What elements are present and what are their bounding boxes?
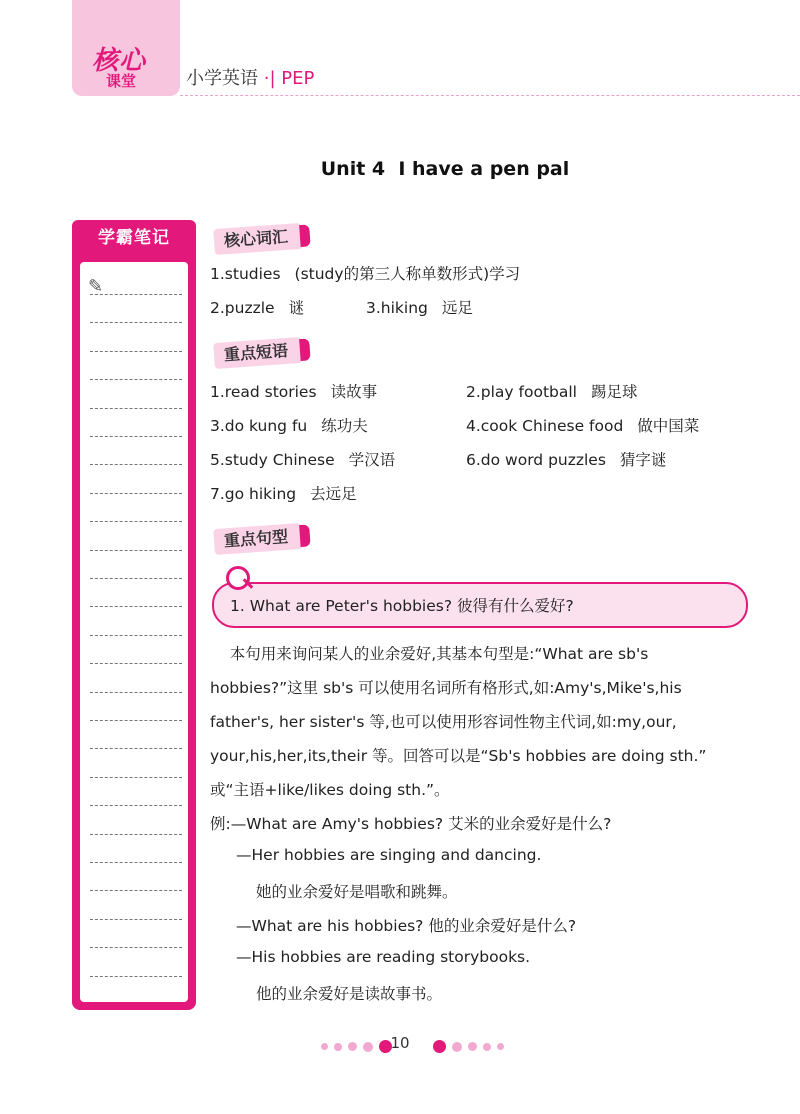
example-line: —Her hobbies are singing and dancing. xyxy=(236,846,542,864)
footer-dot xyxy=(483,1043,491,1051)
note-line xyxy=(90,976,182,977)
key-sentence: 1. What are Peter's hobbies? 彼得有什么爱好? xyxy=(230,597,574,615)
logo-top-text: 核心 xyxy=(92,46,147,76)
phrase-cn: 练功夫 xyxy=(321,417,368,435)
example-line: —What are his hobbies? 他的业余爱好是什么? xyxy=(236,917,577,935)
footer-dots-right xyxy=(430,1036,507,1050)
note-line xyxy=(90,379,182,380)
vocab-en: 1.studies xyxy=(210,265,281,283)
note-line xyxy=(90,408,182,409)
vocab-en: 3.hiking xyxy=(366,299,428,317)
phrase-cn: 去远足 xyxy=(310,485,357,503)
phrase-item xyxy=(210,448,395,470)
paragraph-line: your,his,her,its,their 等。回答可以是“Sb's hobbies are doing sth.” xyxy=(210,747,707,765)
pencil-icon: ✎ xyxy=(88,276,104,297)
vocab-item xyxy=(210,262,520,284)
phrase-item xyxy=(210,414,368,436)
note-line xyxy=(90,550,182,551)
note-line xyxy=(90,663,182,664)
note-line xyxy=(90,322,182,323)
phrase-item xyxy=(466,380,638,402)
vocab-cn: 远足 xyxy=(441,299,473,317)
note-line xyxy=(90,890,182,891)
unit-title: Unit 4 I have a pen pal xyxy=(320,158,570,180)
phrase-item xyxy=(210,482,357,504)
logo-bottom-text: 课堂 xyxy=(106,72,137,90)
edition-label: PEP xyxy=(281,68,315,89)
sentence-section-title: 重点句型 xyxy=(213,523,303,555)
note-line xyxy=(90,464,182,465)
note-line xyxy=(90,294,182,295)
note-line xyxy=(90,777,182,778)
paragraph-line: hobbies?”这里 sb's 可以使用名词所有格形式,如:Amy's,Mike's,his xyxy=(210,679,682,697)
example-line: 她的业余爱好是唱歌和跳舞。 xyxy=(256,883,458,901)
phrase-cn: 做中国菜 xyxy=(637,417,700,435)
note-line xyxy=(90,493,182,494)
note-line xyxy=(90,351,182,352)
note-line xyxy=(90,436,182,437)
unit-title-wrap xyxy=(0,158,800,180)
phrase-item xyxy=(466,448,666,470)
note-line xyxy=(90,862,182,863)
note-line xyxy=(90,805,182,806)
note-line xyxy=(90,606,182,607)
note-line xyxy=(90,692,182,693)
vocab-section-title: 核心词汇 xyxy=(213,223,303,255)
phrase-en: 3.do kung fu xyxy=(210,417,308,435)
phrase-en: 5.study Chinese xyxy=(210,451,335,469)
example-line: 他的业余爱好是读故事书。 xyxy=(256,985,443,1003)
note-line xyxy=(90,834,182,835)
notes-tab: 学霸笔记 xyxy=(72,220,196,256)
note-line xyxy=(90,720,182,721)
note-line xyxy=(90,947,182,948)
logo xyxy=(72,0,180,96)
phrase-en: 2.play football xyxy=(466,383,577,401)
header-divider xyxy=(180,95,800,96)
example-line: —His hobbies are reading storybooks. xyxy=(236,948,531,966)
phrase-item xyxy=(466,414,699,436)
vocab-item xyxy=(210,296,304,318)
footer-dot xyxy=(452,1042,462,1052)
note-line xyxy=(90,521,182,522)
paragraph-line: father's, her sister's 等,也可以使用形容词性物主代词,如:my,our, xyxy=(210,713,677,731)
note-line xyxy=(90,919,182,920)
phrase-en: 6.do word puzzles xyxy=(466,451,606,469)
note-line xyxy=(90,578,182,579)
note-line xyxy=(90,635,182,636)
phrase-cn: 学汉语 xyxy=(348,451,396,469)
paragraph-line: 或“主语+like/likes doing sth.”。 xyxy=(210,781,450,799)
magnifier-icon xyxy=(226,566,250,590)
page-number: 10 xyxy=(390,1034,410,1052)
vocab-item xyxy=(366,296,473,318)
phrase-cn: 读故事 xyxy=(330,383,378,401)
vocab-cn: 谜 xyxy=(288,299,305,317)
phrase-item xyxy=(210,380,377,402)
phrase-en: 7.go hiking xyxy=(210,485,297,503)
phrase-section-title: 重点短语 xyxy=(213,337,303,369)
vocab-en: 2.puzzle xyxy=(210,299,275,317)
phrase-cn: 踢足球 xyxy=(590,383,638,401)
phrase-cn: 猜字谜 xyxy=(619,451,667,469)
phrase-en: 4.cook Chinese food xyxy=(466,417,624,435)
note-line xyxy=(90,748,182,749)
vocab-cn: (study的第三人称单数形式)学习 xyxy=(294,265,521,283)
footer-dot xyxy=(433,1040,446,1053)
paragraph-line: 本句用来询问某人的业余爱好,其基本句型是:“What are sb's xyxy=(210,645,649,663)
header-subject: 小学英语 ·| PEP xyxy=(186,68,315,89)
footer-dot xyxy=(497,1043,504,1050)
footer-dot xyxy=(468,1042,477,1051)
subject-label: 小学英语 xyxy=(186,68,258,89)
example-line: 例:—What are Amy's hobbies? 艾米的业余爱好是什么? xyxy=(210,815,612,833)
phrase-en: 1.read stories xyxy=(210,383,317,401)
